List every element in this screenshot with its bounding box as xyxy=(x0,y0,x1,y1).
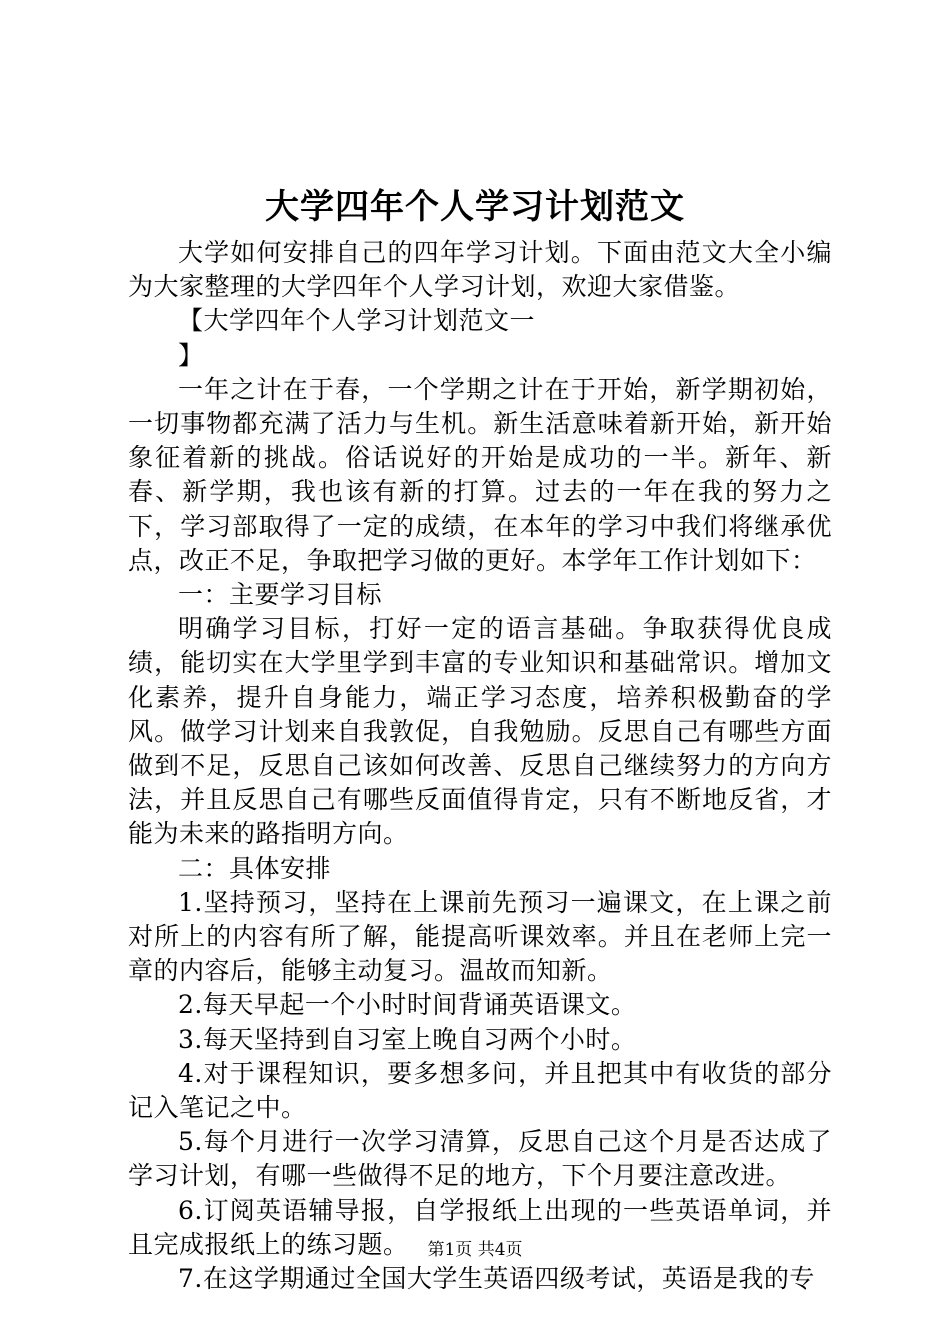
page-number-footer: 第1页 共4页 xyxy=(427,1240,523,1260)
list-item: 4.对于课程知识，要多想多问，并且把其中有收货的部分记入笔记之中。 xyxy=(128,1058,832,1123)
document-title: 大学四年个人学习计划范文 xyxy=(265,187,685,227)
list-item: 3.每天坚持到自习室上晚自习两个小时。 xyxy=(178,1024,637,1054)
body-paragraph: 明确学习目标，打好一定的语言基础。争取获得优良成绩，能切实在大学里学到丰富的专业知识和基础常识。增加文化素养，提升自身能力，端正学习态度，培养积极勤奋的学风。做学习计划来自我敦促，自我勉励。反思自己有哪些方面做到不足，反思自己该如何改善、反思自己继续努力的方向方法，并且反思自己有哪些反面值得肯定，只有不断地反省，才能为未来的路指明方向。 xyxy=(128,614,832,849)
list-item: 5.每个月进行一次学习清算，反思自己这个月是否达成了学习计划，有哪一些做得不足的地方，下个月要注意改进。 xyxy=(128,1127,832,1191)
section-heading-open: 【大学四年个人学习计划范文一 xyxy=(178,306,536,336)
list-item: 6.订阅英语辅导报，自学报纸上出现的一些英语单词，并且完成报纸上的练习题。 xyxy=(128,1195,832,1259)
body-paragraph: 一年之计在于春，一个学期之计在于开始，新学期初始，一切事物都充满了活力与生机。新生活意味着新开始，新开始象征着新的挑战。俗话说好的开始是成功的一半。新年、新春、新学期，我也该有新的打算。过去的一年在我的努力之下，学习部取得了一定的成绩，在本年的学习中我们将继承优点，改正不足，争取把学习做的更好。本学年工作计划如下： xyxy=(128,374,832,575)
document-body xyxy=(128,236,832,1296)
intro-paragraph: 大学如何安排自己的四年学习计划。下面由范文大全小编为大家整理的大学四年个人学习计划，欢迎大家借鉴。 xyxy=(128,238,832,302)
list-item: 1.坚持预习，坚持在上课前先预习一遍课文，在上课之前对所上的内容有所了解，能提高听课效率。并且在老师上完一章的内容后，能够主动复习。温故而知新。 xyxy=(128,887,832,986)
list-item: 2.每天早起一个小时时间背诵英语课文。 xyxy=(178,990,637,1020)
subheading-arrangement: 二：具体安排 xyxy=(178,853,332,883)
subheading-goals: 一：主要学习目标 xyxy=(178,580,383,610)
list-item: 7.在这学期通过全国大学生英语四级考试，英语是我的专 xyxy=(178,1264,815,1294)
section-heading-close: 】 xyxy=(178,340,204,370)
